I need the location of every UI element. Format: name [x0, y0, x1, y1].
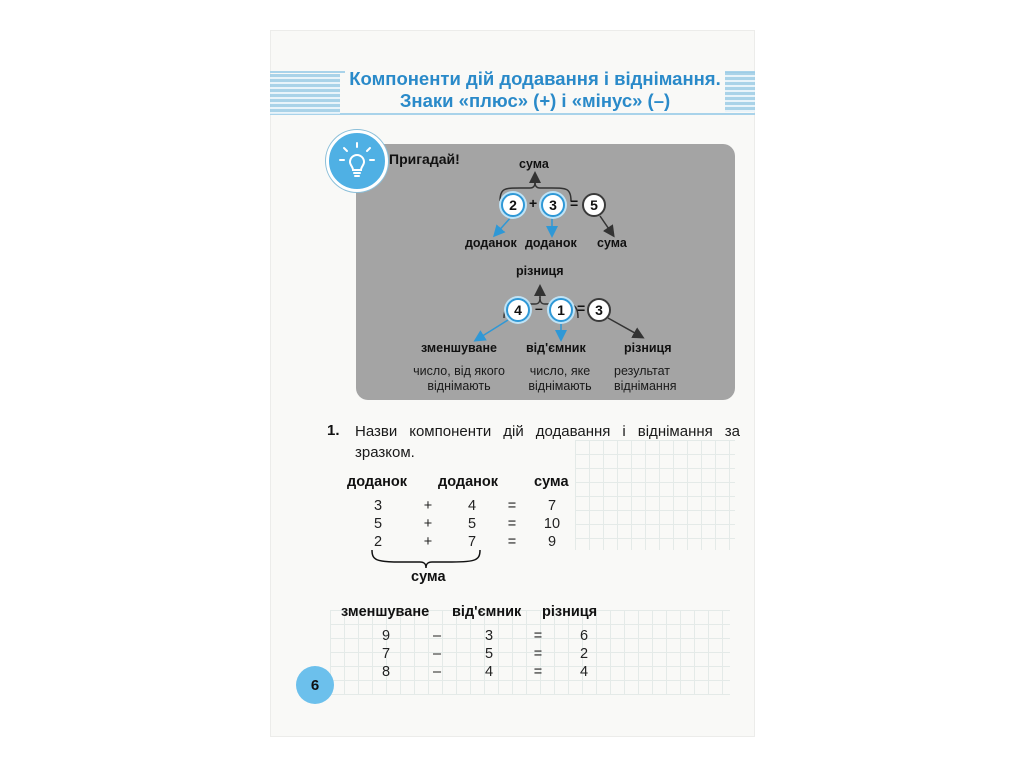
table-cell: 4 [467, 498, 477, 514]
minuend-label: зменшуване [421, 341, 497, 355]
table-cell: = [507, 498, 517, 514]
addend-circle: 3 [541, 193, 565, 217]
table-cell: 5 [467, 516, 477, 532]
minuend-description: число, від якого віднімають [413, 364, 505, 393]
table-cell: + [423, 534, 433, 550]
table-cell: 3 [373, 498, 383, 514]
table-cell: 7 [467, 534, 477, 550]
task-text: Назви компоненти дій додавання і віднімання за зразком. [355, 423, 740, 461]
table-header: зменшуване [341, 604, 430, 620]
subtrahend-circle: 1 [549, 298, 573, 322]
difference-label: різниця [624, 341, 672, 355]
sum-label: сума [597, 236, 627, 250]
table-cell: – [432, 646, 442, 662]
minuend-arrow [476, 320, 508, 340]
table-cell: + [423, 498, 433, 514]
table-cell: 2 [579, 646, 589, 662]
minus-sign: – [535, 300, 543, 316]
table-header: доданок [438, 474, 499, 490]
subtrahend-label: від'ємник [526, 341, 586, 355]
table-cell: 6 [579, 628, 589, 644]
table-cell: 7 [381, 646, 391, 662]
result-arrow [600, 216, 613, 235]
addend-circle: 2 [501, 193, 525, 217]
equals-sign: = [570, 195, 579, 211]
table-cell: 3 [484, 628, 494, 644]
table-header: різниця [542, 604, 598, 620]
table-cell: 2 [373, 534, 383, 550]
subtrahend-description: число, яке віднімають [528, 364, 592, 393]
difference-description: результат віднімання [614, 364, 677, 393]
table-cell: 5 [373, 516, 383, 532]
table-cell: = [533, 646, 543, 662]
table-cell: 10 [543, 516, 561, 532]
minuend-circle: 4 [506, 298, 530, 322]
addend-label: доданок [525, 236, 577, 250]
page-number-badge: 6 [296, 666, 334, 704]
subtraction-top-label: різниця [516, 264, 564, 278]
plus-sign: + [529, 195, 538, 211]
table-cell: 8 [381, 664, 391, 680]
table-cell: = [507, 534, 517, 550]
table-cell: 4 [484, 664, 494, 680]
table-cell: 7 [547, 498, 557, 514]
remember-label: Пригадай! [389, 151, 460, 167]
table-cell: = [533, 664, 543, 680]
table-cell: 9 [381, 628, 391, 644]
table-header: від'ємник [452, 604, 522, 620]
difference-circle: 3 [587, 298, 611, 322]
table-header: доданок [347, 474, 408, 490]
title-line-2: Знаки «плюс» (+) і «мінус» (–) [399, 90, 671, 111]
table-cell: – [432, 664, 442, 680]
table-cell: – [432, 628, 442, 644]
addition-top-label: сума [519, 157, 549, 171]
table-cell: = [507, 516, 517, 532]
sum-circle: 5 [582, 193, 606, 217]
table-cell: 9 [547, 534, 557, 550]
addend-label: доданок [465, 236, 517, 250]
result-arrow [608, 318, 642, 337]
sum-brace [372, 550, 480, 568]
equals-sign: = [577, 300, 586, 316]
table-header: сума [534, 474, 569, 490]
table-cell: 4 [579, 664, 589, 680]
task-number: 1. [327, 422, 340, 439]
table-cell: = [533, 628, 543, 644]
table-cell: + [423, 516, 433, 532]
addend-arrow [495, 216, 512, 235]
title-line-1: Компоненти дій додавання і віднімання. [349, 68, 721, 89]
table-cell: 5 [484, 646, 494, 662]
brace-label: сума [411, 569, 446, 585]
